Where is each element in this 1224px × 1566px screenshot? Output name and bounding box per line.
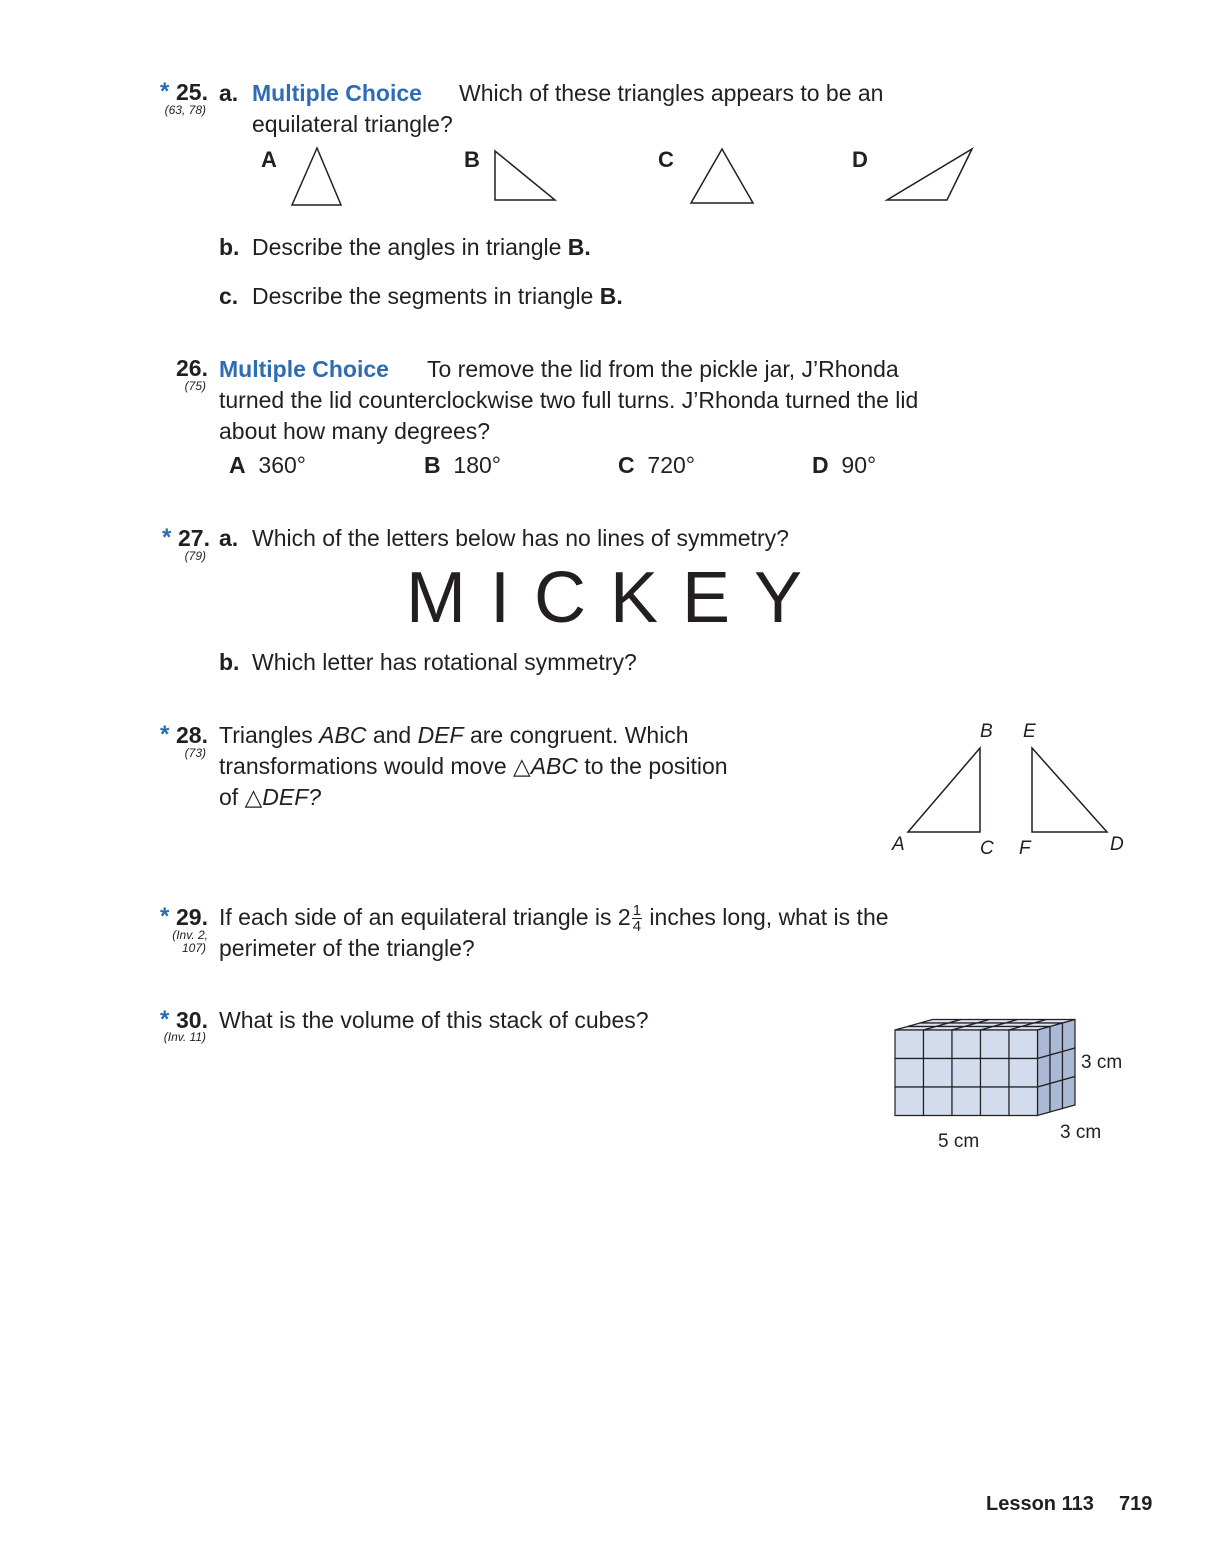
width-label: 3 cm — [1060, 1122, 1102, 1143]
height-label: 3 cm — [1081, 1052, 1123, 1073]
choice-d — [812, 450, 876, 481]
choice-b — [424, 450, 501, 481]
cube-stack-figure — [880, 1005, 1090, 1145]
choice-value: 720° — [647, 452, 695, 478]
triangle-def — [1032, 748, 1107, 832]
choice-b-label: B — [464, 147, 480, 172]
question-text: To remove the lid from the pickle jar, J’Rhonda — [427, 356, 899, 382]
part-label: b. — [219, 234, 240, 260]
part-b-text — [252, 232, 591, 263]
question-text: equilateral triangle? — [252, 111, 453, 137]
lesson-reference: (75) — [184, 379, 206, 393]
cube-front-face — [924, 1059, 953, 1088]
triangle-name: DEF? — [262, 784, 322, 810]
lesson-reference: (63, 78) — [164, 103, 206, 117]
cube-side-face — [1063, 1077, 1076, 1109]
triangle-d-icon — [884, 146, 976, 204]
cube-front-face — [952, 1087, 981, 1116]
star-marker: * — [162, 524, 172, 551]
cube-front-face — [981, 1087, 1010, 1116]
fraction-numerator: 1 — [632, 902, 642, 920]
vertex-f-label: F — [1019, 838, 1031, 859]
triangle-abc — [908, 748, 980, 832]
star-marker: * — [160, 1006, 170, 1033]
problem-number: 25. — [176, 79, 208, 105]
cube-front-face — [952, 1059, 981, 1088]
mickey-word: MICKEY — [406, 558, 827, 638]
choice-letter: B — [424, 452, 441, 478]
part-b-question: Describe the angles in triangle — [252, 234, 568, 260]
question-line-1 — [219, 720, 689, 751]
triangle-name: DEF — [417, 722, 464, 748]
choice-letter: A — [229, 452, 246, 478]
question-text: Which of the letters below has no lines of symmetry? — [252, 525, 789, 551]
length-label: 5 cm — [938, 1131, 980, 1152]
cube-side-face — [1063, 1020, 1076, 1052]
cube-front-face — [924, 1087, 953, 1116]
problem-number: 26. — [176, 355, 208, 381]
part-label: c. — [219, 283, 239, 309]
triangle-ref: B. — [567, 234, 591, 260]
choice-value: 180° — [453, 452, 501, 478]
problem-number: 28. — [176, 722, 208, 748]
text-fragment: Triangles — [219, 722, 320, 748]
text-fragment: transformations would move △ — [219, 753, 531, 779]
cube-front-face — [1009, 1030, 1038, 1059]
triangle-ref: B. — [599, 283, 623, 309]
question-text: about how many degrees? — [219, 418, 491, 444]
congruent-triangles-figure — [900, 740, 1120, 840]
lesson-reference: (73) — [184, 746, 206, 760]
lesson-label: Lesson 113 — [986, 1493, 1094, 1515]
cube-side-face — [1038, 1084, 1051, 1116]
star-marker: * — [160, 903, 170, 930]
cube-front-face — [924, 1030, 953, 1059]
cube-front-face — [981, 1059, 1010, 1088]
question-line-3 — [219, 782, 321, 813]
vertex-b-label: B — [980, 721, 993, 742]
multiple-choice-label: Multiple Choice — [219, 356, 389, 382]
question-text: turned the lid counterclockwise two full turns. J’Rhonda turned the lid — [219, 387, 919, 413]
text-fragment: are congruent. Which — [463, 722, 689, 748]
cube-side-face — [1038, 1055, 1051, 1087]
cube-side-face — [1050, 1080, 1063, 1112]
vertex-e-label: E — [1023, 721, 1036, 742]
problem-number: 27. — [178, 525, 210, 551]
lesson-reference: 107) — [181, 941, 206, 955]
problem-number: 30. — [176, 1007, 208, 1033]
triangle-name: ABC — [530, 753, 578, 779]
text-fragment: inches long, what is the — [643, 904, 889, 930]
fraction — [632, 903, 642, 934]
choice-value: 360° — [258, 452, 306, 478]
vertex-d-label: D — [1110, 834, 1124, 855]
vertex-a-label: A — [892, 834, 905, 855]
lesson-reference: (Inv. 2, — [172, 928, 208, 942]
cube-side-face — [1050, 1052, 1063, 1084]
choice-c-label: C — [658, 147, 674, 172]
vertex-c-label: C — [980, 838, 994, 859]
choice-value: 90° — [841, 452, 877, 478]
star-marker: * — [160, 78, 170, 105]
multiple-choice-label: Multiple Choice — [252, 80, 422, 106]
question-line-2 — [219, 751, 728, 782]
choice-a — [229, 450, 306, 481]
cube-front-face — [895, 1059, 924, 1088]
triangle-c-icon — [688, 146, 756, 206]
cube-front-face — [895, 1030, 924, 1059]
fraction-denominator: 4 — [632, 918, 642, 936]
star-marker: * — [160, 721, 170, 748]
triangle-a-icon — [290, 146, 344, 208]
choice-letter: C — [618, 452, 635, 478]
part-label: b. — [219, 649, 240, 675]
cube-front-face — [952, 1030, 981, 1059]
cube-front-face — [895, 1087, 924, 1116]
question-line-1 — [219, 902, 889, 934]
triangle-b-icon — [492, 148, 558, 204]
cube-front-face — [1009, 1059, 1038, 1088]
cube-front-face — [981, 1030, 1010, 1059]
text-fragment: If each side of an equilateral triangle is 2 — [219, 904, 631, 930]
choice-c — [618, 450, 695, 481]
choice-d-label: D — [852, 147, 868, 172]
question-text: Which of these triangles appears to be an — [459, 80, 884, 106]
cube-front-face — [1009, 1087, 1038, 1116]
lesson-reference: (79) — [184, 549, 206, 563]
lesson-reference: (Inv. 11) — [163, 1030, 206, 1044]
choice-a-label: A — [261, 147, 277, 172]
part-label: a. — [219, 525, 239, 551]
triangle-name: ABC — [319, 722, 367, 748]
problem-number: 29. — [176, 904, 208, 930]
part-c-text — [252, 281, 623, 312]
page-number: 719 — [1119, 1493, 1153, 1515]
question-text: What is the volume of this stack of cubes? — [219, 1007, 649, 1033]
cube-side-face — [1050, 1023, 1063, 1055]
cube-side-face — [1038, 1027, 1051, 1059]
question-text: Which letter has rotational symmetry? — [252, 649, 637, 675]
text-fragment: of △ — [219, 784, 263, 810]
part-c-question: Describe the segments in triangle — [252, 283, 600, 309]
text-fragment: to the position — [578, 753, 728, 779]
question-line-2: perimeter of the triangle? — [219, 935, 475, 961]
choice-letter: D — [812, 452, 829, 478]
text-fragment: and — [366, 722, 418, 748]
part-label: a. — [219, 80, 239, 106]
cube-side-face — [1063, 1048, 1076, 1080]
